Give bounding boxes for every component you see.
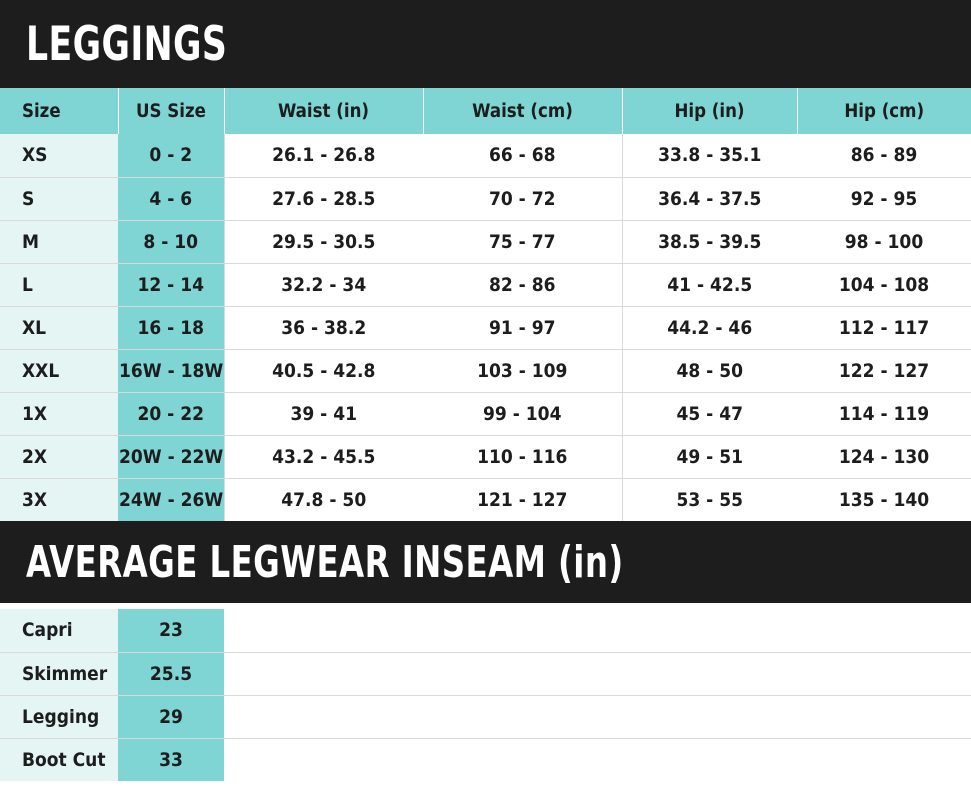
table-header-row xyxy=(0,88,971,134)
cell-waist-cm: 110 - 116 xyxy=(423,435,622,478)
list-item xyxy=(0,652,971,695)
cell-waist-in: 32.2 - 34 xyxy=(224,263,423,306)
cell-size: XL xyxy=(0,306,118,349)
cell-size: 3X xyxy=(0,478,118,521)
cell-hip-in: 49 - 51 xyxy=(622,435,797,478)
cell-size: S xyxy=(0,177,118,220)
cell-inseam-label: Capri xyxy=(0,609,118,652)
cell-waist-cm: 121 - 127 xyxy=(423,478,622,521)
cell-hip-in: 33.8 - 35.1 xyxy=(622,134,797,177)
cell-inseam-value: 33 xyxy=(118,738,224,781)
cell-us-size: 12 - 14 xyxy=(118,263,224,306)
cell-size: M xyxy=(0,220,118,263)
leggings-title: LEGGINGS xyxy=(26,16,228,72)
cell-waist-cm: 99 - 104 xyxy=(423,392,622,435)
cell-waist-in: 47.8 - 50 xyxy=(224,478,423,521)
inseam-table xyxy=(0,609,971,781)
cell-inseam-value: 25.5 xyxy=(118,652,224,695)
cell-hip-cm: 104 - 108 xyxy=(797,263,971,306)
cell-hip-in: 45 - 47 xyxy=(622,392,797,435)
cell-us-size: 4 - 6 xyxy=(118,177,224,220)
inseam-table-wrap xyxy=(0,609,971,781)
column-header-waist-cm: Waist (cm) xyxy=(423,88,622,134)
cell-hip-cm: 135 - 140 xyxy=(797,478,971,521)
cell-us-size: 16 - 18 xyxy=(118,306,224,349)
list-item xyxy=(0,609,971,652)
cell-waist-cm: 91 - 97 xyxy=(423,306,622,349)
cell-waist-in: 29.5 - 30.5 xyxy=(224,220,423,263)
cell-inseam-label: Legging xyxy=(0,695,118,738)
cell-waist-in: 26.1 - 26.8 xyxy=(224,134,423,177)
inseam-title-bar xyxy=(0,521,971,603)
inseam-title: AVERAGE LEGWEAR INSEAM (in) xyxy=(26,536,624,588)
cell-size: XXL xyxy=(0,349,118,392)
cell-hip-cm: 98 - 100 xyxy=(797,220,971,263)
leggings-size-table xyxy=(0,88,971,521)
table-row xyxy=(0,220,971,263)
table-header xyxy=(0,88,971,134)
cell-us-size: 0 - 2 xyxy=(118,134,224,177)
table-row xyxy=(0,263,971,306)
cell-waist-cm: 66 - 68 xyxy=(423,134,622,177)
column-header-hip-in: Hip (in) xyxy=(622,88,797,134)
cell-hip-in: 53 - 55 xyxy=(622,478,797,521)
table-row xyxy=(0,177,971,220)
cell-waist-cm: 75 - 77 xyxy=(423,220,622,263)
cell-hip-cm: 112 - 117 xyxy=(797,306,971,349)
cell-inseam-value: 23 xyxy=(118,609,224,652)
cell-waist-in: 43.2 - 45.5 xyxy=(224,435,423,478)
column-header-us-size: US Size xyxy=(118,88,224,134)
cell-size: XS xyxy=(0,134,118,177)
cell-inseam-value: 29 xyxy=(118,695,224,738)
cell-us-size: 16W - 18W xyxy=(118,349,224,392)
table-row xyxy=(0,392,971,435)
cell-waist-cm: 70 - 72 xyxy=(423,177,622,220)
cell-us-size: 24W - 26W xyxy=(118,478,224,521)
column-header-size: Size xyxy=(0,88,118,134)
cell-hip-in: 36.4 - 37.5 xyxy=(622,177,797,220)
table-row xyxy=(0,306,971,349)
cell-blank xyxy=(224,695,971,738)
cell-inseam-label: Skimmer xyxy=(0,652,118,695)
cell-blank xyxy=(224,738,971,781)
cell-waist-cm: 82 - 86 xyxy=(423,263,622,306)
table-row xyxy=(0,478,971,521)
cell-hip-in: 38.5 - 39.5 xyxy=(622,220,797,263)
column-header-hip-cm: Hip (cm) xyxy=(797,88,971,134)
cell-waist-in: 36 - 38.2 xyxy=(224,306,423,349)
cell-hip-cm: 92 - 95 xyxy=(797,177,971,220)
cell-hip-cm: 122 - 127 xyxy=(797,349,971,392)
cell-hip-cm: 124 - 130 xyxy=(797,435,971,478)
cell-waist-in: 27.6 - 28.5 xyxy=(224,177,423,220)
cell-us-size: 20 - 22 xyxy=(118,392,224,435)
cell-waist-in: 40.5 - 42.8 xyxy=(224,349,423,392)
cell-size: L xyxy=(0,263,118,306)
leggings-title-bar xyxy=(0,0,971,88)
cell-size: 2X xyxy=(0,435,118,478)
cell-inseam-label: Boot Cut xyxy=(0,738,118,781)
cell-hip-cm: 86 - 89 xyxy=(797,134,971,177)
cell-hip-in: 44.2 - 46 xyxy=(622,306,797,349)
cell-hip-in: 41 - 42.5 xyxy=(622,263,797,306)
cell-hip-cm: 114 - 119 xyxy=(797,392,971,435)
column-header-waist-in: Waist (in) xyxy=(224,88,423,134)
list-item xyxy=(0,738,971,781)
cell-size: 1X xyxy=(0,392,118,435)
cell-waist-in: 39 - 41 xyxy=(224,392,423,435)
cell-blank xyxy=(224,652,971,695)
table-body xyxy=(0,134,971,521)
cell-blank xyxy=(224,609,971,652)
list-item xyxy=(0,695,971,738)
cell-us-size: 8 - 10 xyxy=(118,220,224,263)
table-row xyxy=(0,349,971,392)
cell-hip-in: 48 - 50 xyxy=(622,349,797,392)
table-row xyxy=(0,134,971,177)
cell-waist-cm: 103 - 109 xyxy=(423,349,622,392)
table-row xyxy=(0,435,971,478)
cell-us-size: 20W - 22W xyxy=(118,435,224,478)
